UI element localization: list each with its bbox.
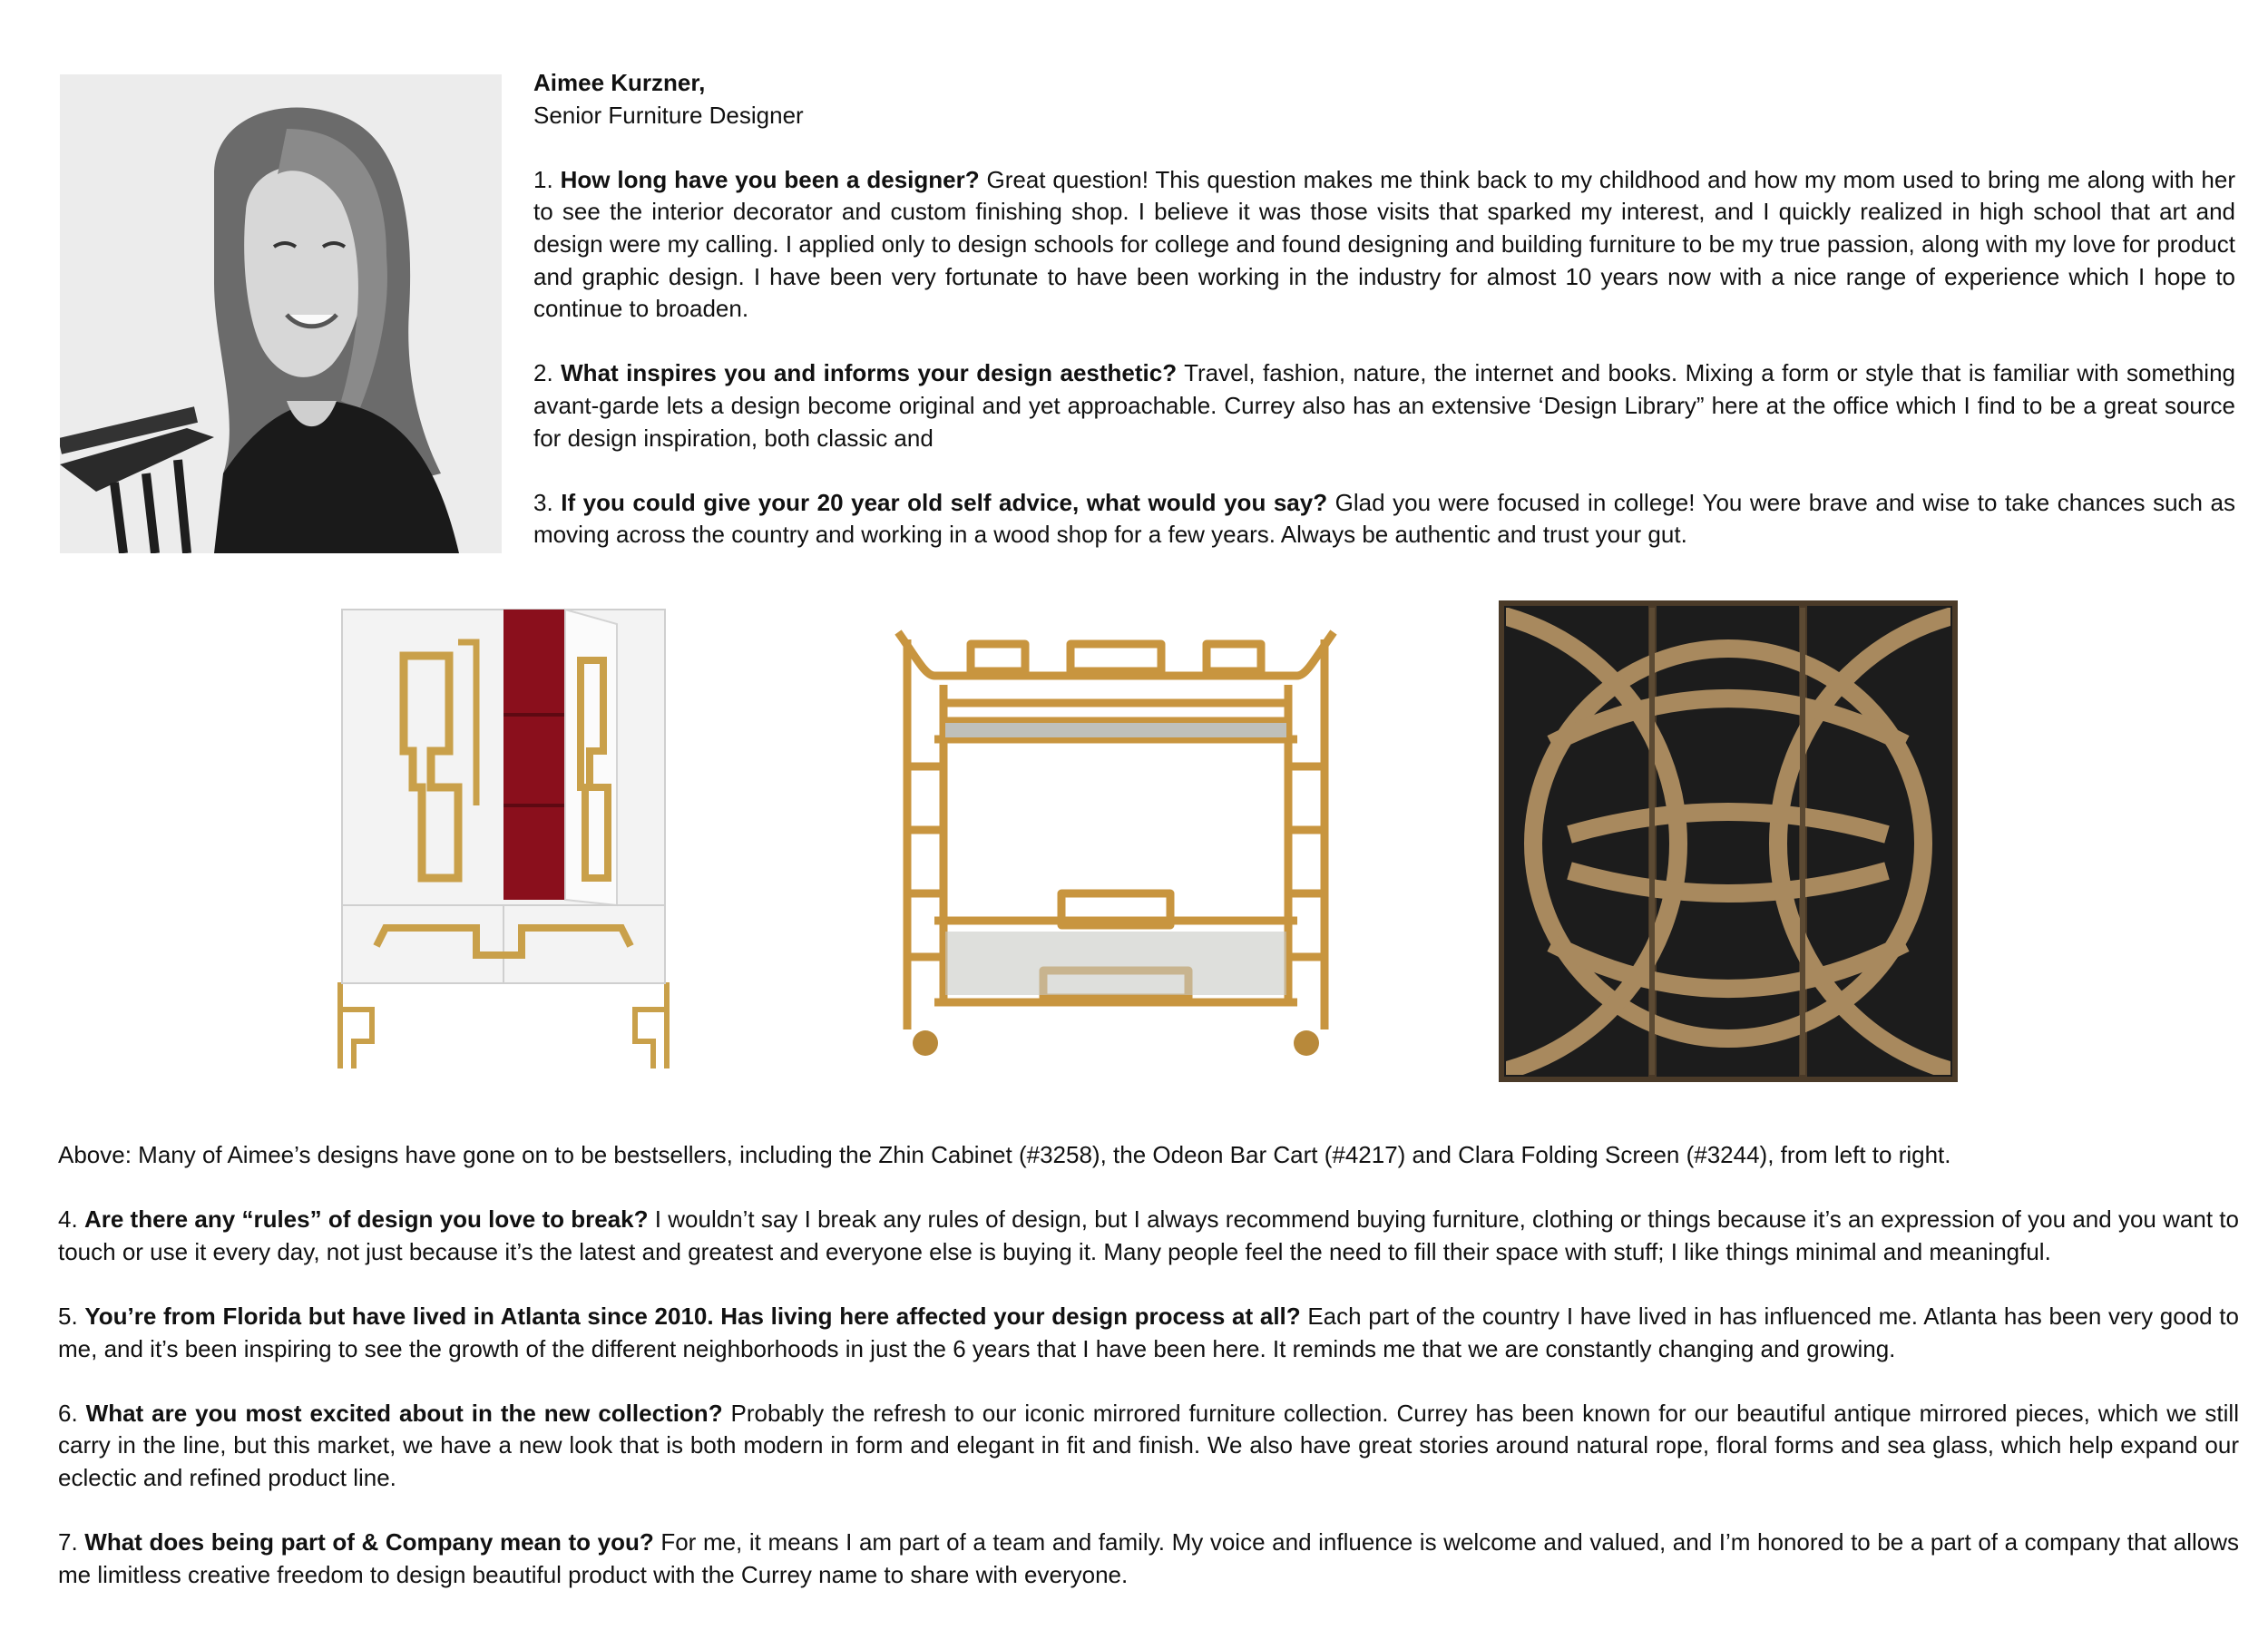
qa-number: 6. <box>58 1399 86 1427</box>
intro-text <box>533 67 2235 584</box>
odeon-bar-cart-image <box>889 621 1343 1066</box>
qa-question: What does being part of & Company mean to you? <box>84 1528 654 1556</box>
zhin-cabinet-image <box>331 606 676 1078</box>
qa-item-5 <box>58 1301 2239 1365</box>
qa-answer: Probably the refresh to our iconic mirrored furniture collection. Currey has been known for our beautiful antique mirrored pieces, which we still carry in the line, but this market, we have a new look that is both modern in form and elegant in fit and finish. We also have great stories around natural rope, floral forms and sea glass, which help expand our eclectic and refined product line. <box>58 1399 2239 1491</box>
designer-title: Senior Furniture Designer <box>533 101 804 129</box>
qa-answer: Glad you were focused in college! You were brave and wise to take chances such as moving across the country and working in a wood shop for a few years. Always be authentic and trust your gut. <box>533 488 2235 549</box>
odeon-bar-cart-icon <box>889 621 1343 1066</box>
clara-folding-screen-image <box>1497 599 1960 1084</box>
qa-answer: I wouldn’t say I break any rules of design, but I always recommend buying furniture, clothing or things because it’s an expression of you and you want to touch or use it every day, not just because it’s the latest and greatest and everyone else is buying it. Many people feel the need to fill their space with stuff; I like things minimal and meaningful. <box>58 1205 2239 1265</box>
image-caption: Above: Many of Aimee’s designs have gone on to be bestsellers, including the Zhin Cabinet (#3258), the Odeon Bar Cart (#4217) and Clara Folding Screen (#3244), from left to right. <box>58 1141 1951 1168</box>
qa-item-6 <box>58 1398 2239 1495</box>
product-gallery <box>0 590 2268 1088</box>
qa-item-1 <box>533 164 2235 326</box>
clara-folding-screen-icon <box>1497 599 1960 1084</box>
qa-number: 2. <box>533 359 562 387</box>
qa-question: Are there any “rules” of design you love to break? <box>83 1205 649 1234</box>
qa-question: What are you most excited about in the new collection? <box>85 1399 723 1427</box>
qa-number: 1. <box>533 165 561 193</box>
qa-question: What inspires you and informs your design aesthetic? <box>561 359 1178 387</box>
qa-question: You’re from Florida but have lived in Atlanta since 2010. Has living here affected your design process at all? <box>84 1302 1301 1330</box>
designer-portrait-photo <box>60 74 502 553</box>
qa-item-7 <box>58 1527 2239 1591</box>
qa-question: If you could give your 20 year old self advice, what would you say? <box>561 488 1328 516</box>
designer-name: Aimee Kurzner, <box>533 69 706 96</box>
qa-number: 7. <box>58 1528 85 1556</box>
qa-number: 5. <box>58 1302 85 1330</box>
qa-answer: Great question! This question makes me think back to my childhood and how my mom used to bring me along with her to see the interior decorator and custom finishing shop. I believe it was those visits that sparked my interest, and I quickly realized in high school that art and design were my calling. I applied only to design schools for college and found designing and building furniture to be my true passion, along with my love for product and graphic design. I have been very fortunate to have been working in the industry for almost 10 years now with a nice range of experience which I hope to continue to broaden. <box>533 165 2235 323</box>
qa-number: 4. <box>58 1205 84 1234</box>
designer-portrait-icon <box>60 74 502 553</box>
qa-number: 3. <box>533 488 562 516</box>
qa-item-2 <box>533 357 2235 454</box>
qa-item-4 <box>58 1204 2239 1268</box>
qa-answer: Each part of the country I have lived in has influenced me. Atlanta has been very good to me, and it’s been inspiring to see the growth of the different neighborhoods in just the 6 years that I have been here. It reminds me that we are constantly changing and growing. <box>58 1302 2239 1362</box>
qa-answer: For me, it means I am part of a team and family. My voice and influence is welcome and valued, and I’m honored to be a part of a company that allows me limitless creative freedom to design beautiful product with the Currey name to share with everyone. <box>58 1528 2239 1588</box>
qa-item-3 <box>533 487 2235 551</box>
qa-answer: Travel, fashion, nature, the internet and books. Mixing a form or style that is familiar with something avant-garde lets a design become original and yet approachable. Currey also has an extensive ‘Design Library” here at the office which I find to be a great source for design inspiration, both classic and <box>533 359 2235 452</box>
qa-question: How long have you been a designer? <box>560 165 980 193</box>
body-text <box>58 1139 2239 1624</box>
zhin-cabinet-icon <box>331 606 676 1078</box>
